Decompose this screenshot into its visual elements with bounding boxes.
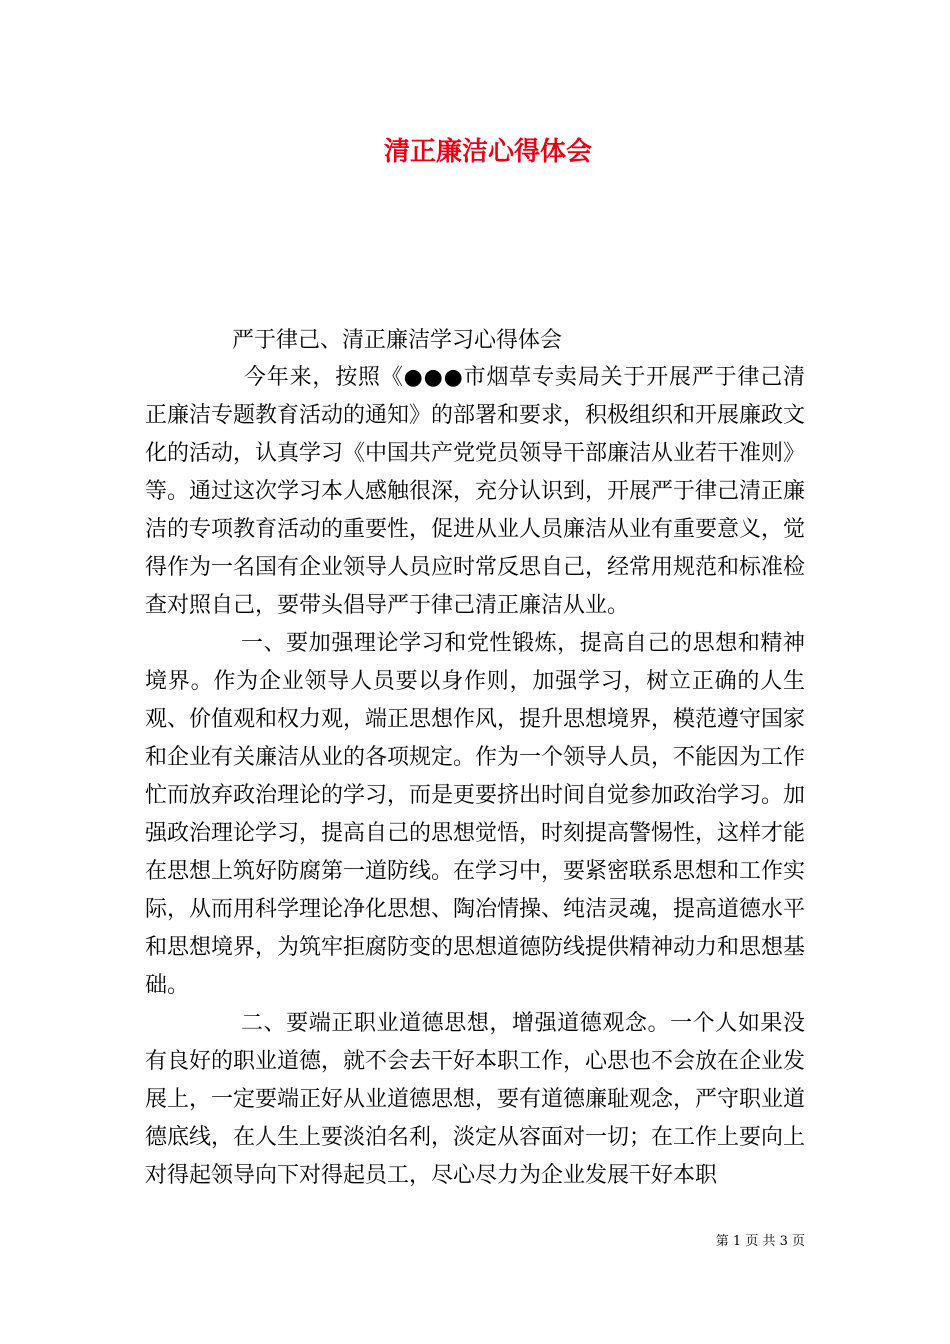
paragraph-point-two: 二、要端正职业道德思想，增强道德观念。一个人如果没有良好的职业道德，就不会去干好本职工作，心思也不会放在企业发展上，一定要端正好从业道德思想，要有道德廉耻观念，严守职业道德底线，在人生上要淡泊名利，淡定从容面对一切；在工作上要向上对得起领导向下对得起员工，尽心尽力为企业发展干好本职 (145, 1011, 806, 1188)
paragraph-point-one: 一、要加强理论学习和党性锻炼，提高自己的思想和精神境界。作为企业领导人员要以身作则，加强学习，树立正确的人生观、价值观和权力观，端正思想作风，提升思想境界，模范遵守国家和企业有关廉洁从业的各项规定。作为一个领导人员，不能因为工作忙而放弃政治理论的学习，而是更要挤出时间自觉参加政治学习。加强政治理论学习，提高自己的思想觉悟，时刻提高警惕性，这样才能在思想上筑好防腐第一道防线。在学习中，要紧密联系思想和工作实际，从而用科学理论净化思想、陶冶情操、纯洁灵魂，提高道德水平和思想境界，为筑牢拒腐防变的思想道德防线提供精神动力和思想基础。 (145, 631, 806, 998)
document-subtitle: 严于律己、清正廉洁学习心得体会 (232, 328, 563, 353)
paragraph-intro: 今年来，按照《●●●市烟草专卖局关于开展严于律己清正廉洁专题教育活动的通知》的部署和要求，积极组织和开展廉政文化的活动，认真学习《中国共产党党员领导干部廉洁从业若干准则》等。通过这次学习本人感触很深，充分认识到，开展严于律己清正廉洁的专项教育活动的重要性，促进从业人员廉洁从业有重要意义，觉得作为一名国有企业领导人员应时常反思自己，经常用规范和标准检查对照自己，要带头倡导严于律己清正廉洁从业。 (145, 365, 806, 618)
page-number-footer: 第 1 页 共 3 页 (715, 1234, 805, 1249)
document-body (145, 359, 805, 1195)
page-title: 清正廉洁心得体会 (383, 137, 592, 167)
